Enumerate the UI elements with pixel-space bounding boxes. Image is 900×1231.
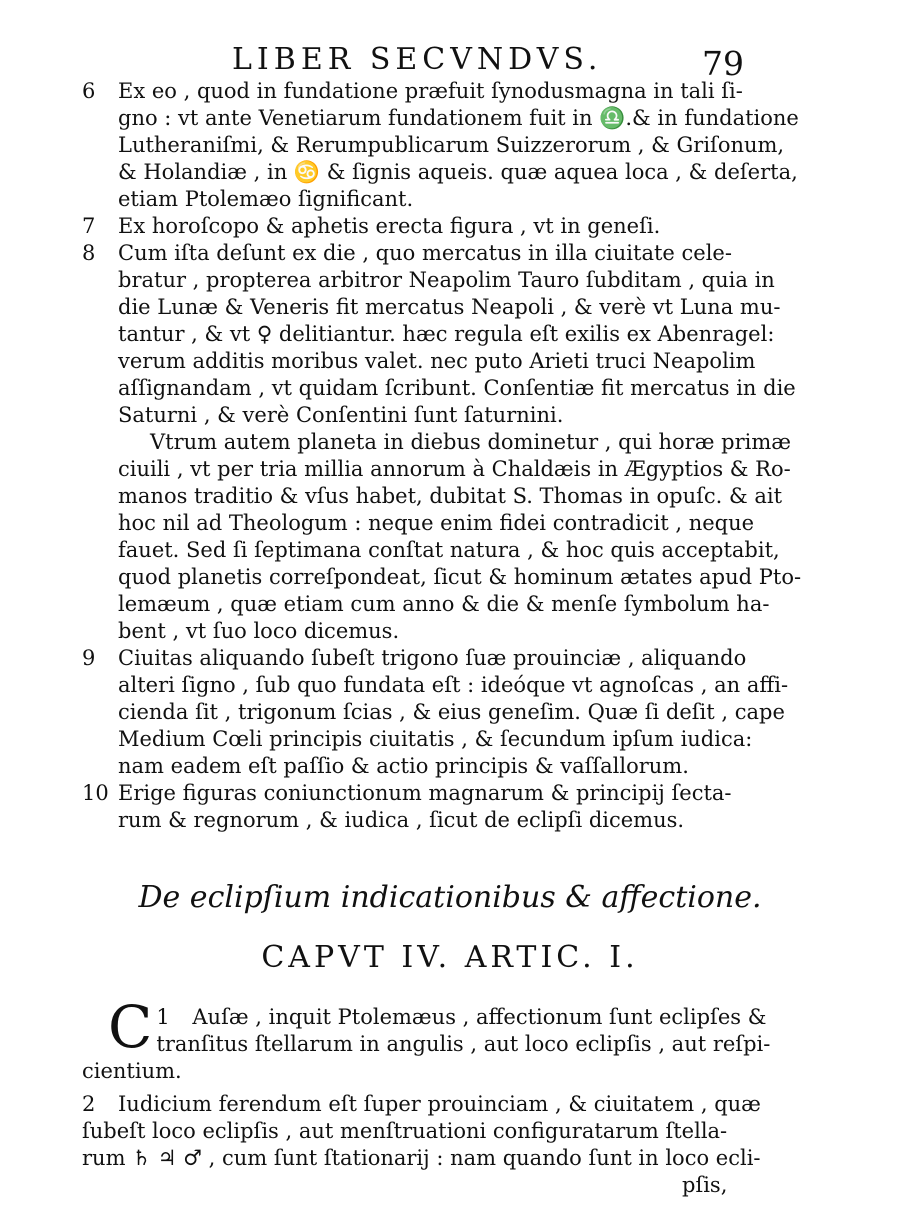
line-text: Ex horoſcopo & aphetis erecta figura , vt in geneſi.	[118, 214, 661, 238]
line-text: Saturni , & verè Conſentini ſunt ſaturnini.	[118, 403, 564, 427]
running-header	[232, 42, 772, 82]
text-line	[82, 618, 744, 645]
text-line	[82, 699, 785, 726]
line-text	[82, 1172, 744, 1199]
text-line	[82, 402, 744, 429]
text-line	[82, 807, 744, 834]
line-text: hoc nil ad Theologum : neque enim fidei contradicit , neque	[118, 511, 755, 535]
text-line	[82, 483, 783, 510]
item-number: 8	[82, 241, 96, 265]
line-text	[82, 1145, 761, 1172]
item-number: 6	[82, 79, 96, 103]
text-line	[82, 672, 789, 699]
line-text: Auſæ , inquit Ptolemæus , affectionum ſunt eclipſes &	[192, 1005, 767, 1029]
text-line	[82, 429, 791, 456]
section-body	[82, 78, 802, 834]
line-text: verum additis moribus valet. nec puto Arieti truci Neapolim	[118, 349, 756, 373]
page-number: 79	[702, 44, 744, 83]
line-text: ciuili , vt per tria millia annorum à Chaldæis in Ægyptios & Ro-	[118, 457, 791, 481]
list-item	[82, 1091, 761, 1118]
text-line	[82, 564, 802, 591]
text-line	[82, 456, 791, 483]
text-line	[82, 726, 753, 753]
line-text	[82, 1118, 744, 1145]
item-number: 1	[156, 1005, 170, 1029]
text-line	[82, 645, 747, 672]
item-number: 9	[82, 646, 96, 670]
line-text: bent , vt ſuo loco dicemus.	[118, 619, 400, 643]
text-line	[82, 240, 744, 267]
line-text-span: pſis,	[682, 1173, 728, 1197]
text-line	[82, 267, 775, 294]
line-text: Ex eo , quod in fundatione præfuit ſynodusmagna in tali ſi-	[118, 79, 743, 103]
line-text: cienda ſit , trigonum ſcias , & eius geneſim. Quæ ſi deſit , cape	[118, 700, 785, 724]
line-text: Iudicium ferendum eſt ſuper prouinciam , & ciuitatem , quæ	[118, 1092, 761, 1116]
line-text: etiam Ptolemæo ſignificant.	[118, 187, 414, 211]
text-line	[82, 780, 744, 807]
line-text: die Lunæ & Veneris fit mercatus Neapoli , & verè vt Luna mu-	[118, 295, 781, 319]
line-text: tantur , & vt ♀ delitiantur. hæc regula eſt exilis ex Abenragel:	[118, 322, 775, 346]
line-text: Cum iſta deſunt ex die , quo mercatus in illa ciuitate cele-	[118, 241, 732, 265]
line-text-span: ſubeſt loco eclipſis , aut menſtruationi configuratarum ſtella-	[82, 1119, 728, 1143]
line-text: quod planetis correſpondeat, ſicut & hominum ætates apud Pto-	[118, 565, 802, 589]
text-line	[82, 510, 755, 537]
line-text: Vtrum autem planeta in diebus dominetur , qui horæ primæ	[150, 430, 791, 454]
text-line	[82, 132, 785, 159]
text-line	[82, 321, 775, 348]
line-text: alteri ſigno , ſub quo fundata eſt : ideóque vt agnoſcas , an affi-	[118, 673, 789, 697]
italic-heading: De eclipſium indicationibus & affectione.	[138, 880, 762, 915]
line-text: manos traditio & vſus habet, dubitat S. Thomas in opuſc. & ait	[118, 484, 783, 508]
line-text	[82, 1058, 744, 1085]
running-title: LIBER SECVNDVS.	[232, 42, 603, 77]
text-line	[82, 537, 780, 564]
line-text: lemæum , quæ etiam cum anno & die & menſe ſymbolum ha-	[118, 592, 770, 616]
line-text	[82, 1031, 771, 1058]
text-line	[82, 294, 781, 321]
line-text: Medium Cœli principis ciuitatis , & ſecundum ipſum iudica:	[118, 727, 753, 751]
line-text: Lutheraniſmi, & Rerumpublicarum Suizzerorum , & Griſonum,	[118, 133, 785, 157]
line-text-span: rum ♄ ♃ ♂ , cum ſunt ſtationarij : nam quando ſunt in loco ecli-	[82, 1146, 761, 1170]
text-line	[82, 591, 770, 618]
item-number: 10	[82, 781, 109, 805]
text-line	[82, 213, 744, 240]
text-line	[82, 375, 796, 402]
item-number: 7	[82, 214, 96, 238]
text-line	[82, 78, 744, 105]
line-text: fauet. Sed ſi ſeptimana conſtat natura , & hoc quis acceptabit,	[118, 538, 780, 562]
text-line	[82, 348, 756, 375]
line-text: Ciuitas aliquando ſubeſt trigono ſuæ prouinciæ , aliquando	[118, 646, 747, 670]
text-line	[82, 753, 744, 780]
line-text: Erige figuras coniunctionum magnarum & principij ſecta-	[118, 781, 732, 805]
drop-cap: C	[108, 993, 153, 1061]
text-line	[82, 105, 799, 132]
line-text: rum & regnorum , & iudica , ſicut de eclipſi dicemus.	[118, 808, 685, 832]
line-text-span: tranſitus ſtellarum in angulis , aut loco eclipſis , aut reſpi-	[156, 1032, 771, 1056]
line-text: & Holandiæ , in ♋ & ſignis aqueis. quæ aquea loca , & deſerta,	[118, 160, 798, 184]
text-line	[82, 159, 798, 186]
text-line	[82, 186, 744, 213]
line-text: nam eadem eſt paſſio & actio principis & vaſſallorum.	[118, 754, 689, 778]
line-text: bratur , propterea arbitror Neapolim Tauro ſubditam , quia in	[118, 268, 775, 292]
line-text-span: cientium.	[82, 1059, 182, 1083]
line-text: aſſignandam , vt quidam ſcribunt. Conſentiæ fit mercatus in die	[118, 376, 796, 400]
chapter-heading: CAPVT IV. ARTIC. I.	[261, 940, 639, 975]
chapter-body	[82, 993, 771, 1199]
item-number: 2	[82, 1092, 96, 1116]
line-text: gno : vt ante Venetiarum fundationem fuit in ♎.& in fundatione	[118, 106, 799, 130]
